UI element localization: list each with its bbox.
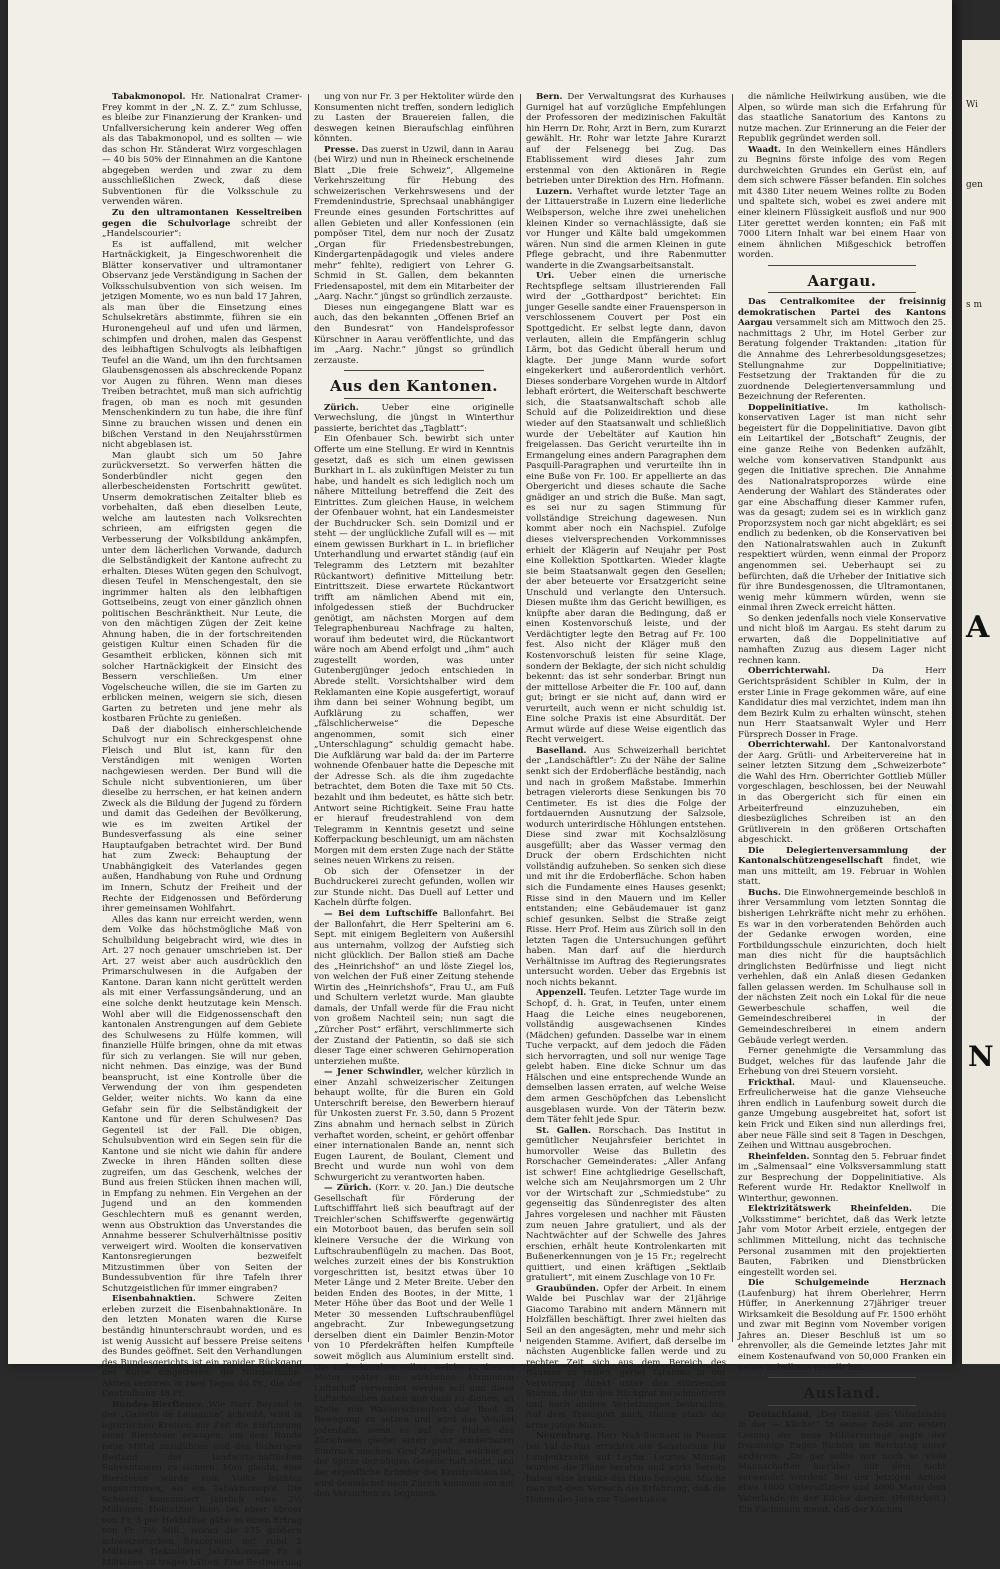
article-paragraph	[102, 451, 302, 725]
article-paragraph	[738, 1078, 946, 1152]
article-paragraph	[526, 1126, 726, 1284]
article-paragraph	[526, 92, 726, 187]
article-lead: — Bei dem Luftschiffe	[324, 909, 438, 920]
article-text: versammelt sich am Mittwoch den 25. nachmittags 2 Uhr, im Hotel Gerber zur Beratung folgender Traktanden: „itation für die Annahme des Lehrerbesoldungsgesetzes; Stellungnahme zur Doppelinitiative; Festsetzung der Traktanden für die zu zuordnende Delegiertenversammlung und Bezeichnung der Referenten.	[738, 318, 946, 403]
article-paragraph	[526, 271, 726, 746]
column-4-mid	[738, 297, 946, 1373]
article-lead: Oberrichterwahl.	[748, 666, 831, 677]
article-lead: — Zürich.	[324, 1183, 372, 1194]
adjacent-page-fragment: gen	[966, 180, 983, 190]
article-lead: Presse.	[324, 144, 359, 155]
article-paragraph	[738, 145, 946, 261]
article-text: findet, wie man uns mitteilt, am 19. Februar in Wohlen statt.	[738, 856, 946, 888]
article-lead: Graubünden.	[536, 1283, 599, 1294]
article-paragraph	[102, 208, 302, 240]
column-2-bottom	[314, 403, 514, 1500]
section-divider	[344, 398, 484, 399]
adjacent-page-fragment: Wi	[966, 100, 978, 110]
article-paragraph	[102, 92, 302, 208]
article-text: In den Weinkellern eines Händlers zu Begnins förste infolge des vom Regen durchweichten Grundes ein Gerüst ein, auf dem sich schwere Fässer befanden. Ein solches mit 4380 Liter neuem Weines rollte zu Boden und spaltete sich, wobei es zwei andere mit einer kleinern Flüssigkeit ausfloß und nur 900 Liter gerettet werden konnten; ein Faß mit 7000 Litern Inhalt war bei einem Haar von einem ähnlichen Mißgeschick betroffen worden.	[738, 144, 946, 261]
article-text: Man glaubt sich um 50 Jahre zurückversetzt. So verwerfen hätten die Sonderbündler nicht gegen den allerbescheidensten Fortschritt gewütet. Unserm demokratischen Zeitalter blieb es vorbehalten, daß eben dieselben Leute, welche am lautesten nach Volksrechten schrieen, am eifrigsten gegen die Verbesserung der Volksbildung ankämpfen, unter dem lächerlichen Vorwande, dadurch die Selbständigkeit der Kantone aufrecht zu erhalten. Dieses Wüten gegen den Schulvogt, diesen Teufel in Menschengestalt, den sie ingrimmer halten als den leibhaftigen Gottseibeins, zeugt von einer gänzlich ohnen politischen Beschränktheit. Nur Leute, die von den mächtigen Zügen der Zeit keine Ahnung haben, die in der fortschreitenden geistigen Kultur einen Schaden für die Gesamtheit erblicken, können sich mit solcher Hartnäckigkeit der Einsicht des Bessern verschließen. Um einer Vogelscheuche willen, die sie im Garten zu erblicken meinen, weigern sie sich, diesen Garten zu betreten und jene mehr als kostbaren Früchte zu genießen.	[102, 450, 302, 725]
article-lead: Deutschland.	[748, 1409, 812, 1420]
article-paragraph	[314, 867, 514, 909]
article-paragraph	[738, 1204, 946, 1278]
article-lead: Uri.	[536, 271, 555, 282]
article-text: Ob sich der Ofensetzer in der Buchdruckerei zurecht gefunden, wollen wir zur Stunde nicht. Das Duell auf Letter und Kacheln dürfte folgen.	[314, 866, 514, 909]
article-text: Maul- und Klauenseuche. Erfreulicherweise hat die ganze Viehseuche ihren endlich in Laufenburg soweit durch die ganze Umgebung ausgebreitet hat, sofort ist kein Frick und Eiken sind nun allerdings frei, aber neue Fälle sind seit 8 Tagen in Deschgen, Zeihen und Wittnau ausgebrochen.	[738, 1077, 946, 1152]
section-divider	[768, 1405, 916, 1406]
article-paragraph	[314, 403, 514, 435]
article-lead: Tabakmonopol.	[112, 92, 186, 102]
article-text: So denken jedenfalls noch viele Konservative und nicht bloß im Aargau. Es steht darum zu erwarten, daß die Doppelinitiative auf namhaften Zuzug aus diesem Lager nicht rechnen kann.	[738, 613, 946, 666]
article-paragraph	[738, 740, 946, 845]
article-text: Daß der diabolisch einherschleichende Schulvogt nur ein Schreckgespenst ohne Fleisch und Blut ist, kann für den Verständigen mit wenigen Worten nachgewiesen werden. Der Bund will die Schule nicht subventionieren, um über dieselbe zu herrschen, er hat keinen andern Zweck als die Bildung der Jugend zu fördern und damit das Gedeihen der Bevölkerung, wie es im zweiten Artikel der Bundesverfassung als eine seiner Hauptaufgaben betrachtet wird. Der Bund hat zum Zweck: Behauptung der Unabhängigkeit des Vaterlandes gegen außen, Handhabung von Ruhe und Ordnung im Innern, Schutz der Freiheit und der Rechte der Eidgenossen und Beförderung ihrer gemeinsamen Wohlfahrt.	[102, 724, 302, 915]
article-paragraph	[314, 303, 514, 366]
article-text: Schwere Zeiten erleben zurzeit die Eisenbahnaktionäre. In den letzten Monaten waren die Kurse beständig hinunterschraubt worden, und es ist wenig Aussicht auf bessere Preise seitens des Bundes geöffnet. Seit den Verhandlungen des Bundesgerichts ist ein rapider Rückgang der Kurse eingetreten; die Nordostbahn-Aktien verloren in zwei Tagen 40 Fr., die der Centralbahn 48 Fr.	[102, 1294, 303, 1400]
article-text: Dieses nun eingegangene Blatt war es auch, das den bekannten „Offenen Brief an den Bundesrat“ von Handelsprofessor Kürschner in Aarau veröffentlichte, und das im „Aarg. Nachr.“ jüngst so gründlich zerzauste.	[314, 302, 514, 366]
article-paragraph	[102, 1400, 302, 1569]
article-lead: Appenzell.	[536, 988, 587, 999]
article-text: (Korr. v. 20. Jan.) Die deutsche Gesellschaft für Förderung der Luftschifffahrt ließ sich beauftragt auf der Treichler'schen Schiffswerfte gegenwärtig ein Motorboot bauen, das berufen sein soll kleinere Versuche der die Wirkung von Luftschraubenflügeln zu machen. Das Boot, welches zurzeit eines der bis Konstruktion vorgeschritten ist, besitzt etwas über 10 Meter Länge und 2 Meter Breite. Ueber den beiden Enden des Bootes, in der Mitte, 1 Meter Höhe über das Boot und der Welle 1 Meter 30 messenden Luftschraubenflügel angebracht. Zur Inbewegungsetzung derselben dient ein Daimler Benzin-Motor von 10 Pferdekräften helfen Kumpfteile soweit möglich aus Aluminium erstellt sind. Die Luftschrauben selbst, welche zu diesem Motor später im wirklichen Aluminium Luftschiff verwendet werden soll und diese Luftschrauben haben nun dazu zu dienen, an Stelle von Wasserschrauben das Boot in Bewegung zu setzen und wird das Vehikel jedenfalls, wenn es auf die Fluten des Zürichsees gleitet einen ganz sonderbaren Eindruck machen. Graf Zeppelin, welcher an der Spitze der obigen Gesellschaft steht, und der eigentliche Erfinder der Konstruktion ist, wird demnächst nach Zürich kommen um mit den Versuchen zu beginnen.	[314, 1183, 515, 1500]
article-paragraph	[738, 846, 946, 888]
adjacent-page-heading: N	[968, 1040, 994, 1073]
article-paragraph	[526, 187, 726, 271]
article-lead: Eisenbahnaktien.	[112, 1294, 196, 1305]
article-paragraph	[526, 746, 726, 989]
article-text: Es ist auffallend, mit welcher Hartnäckigkeit, ja Eingeschworenheit die Blätter konservativer und ultramontaner Observanz jede Verständigung in Sachen der Volksschulsubvention von sich weisen. Im jetzigen Momente, wo es nun bald 17 Jahren, als man über die Einsetzung eines Schulsekretärs abstimmte, führen sie ein Huronengeheul auf und ufen und lärmen, schimpfen und drohen, malen das Gespenst des leibhaftigen Schulvogts als leibhaftigen Teufel an die Wand, um ihn den furchtsamen Glaubensgenossen als abschreckende Popanz vor Augen zu führen. Wenn man dieses Treiben betrachtet, muß man sich aufrichtig fragen, ob man es noch mit gesunden Menschenkindern zu tun habe, die ihre fünf Sinne zu brauchen wissen und denen ein bißchen Verstand in den Neujahrsstürmen nicht abgeblasen ist.	[102, 239, 302, 451]
article-lead: Waadt.	[748, 144, 782, 155]
column-2	[314, 92, 515, 1500]
article-text: Wie Herr Reyond in der „Gazette de Lausanne“ schreibt, wird in agrarischen Kreisen zur Zeit die Einführung einer Biersteuer erwogen, um dem Bunde neue Mittel zuzuführen und den bisherigen Bestand der landwirtschaftlichen Subventionen zu sichern. Man glaubt, eine Biersteuer würde vom Volke leichter angenommen, als ein Tabakmonopol. Die Schweiz konsumiert jährlich etwa 2½ Millionen Hektoliter Bier; bei einer Steuer von Fr. 3 per Hektoliter gäbe es einen Ertrag von Fr. 7½ Mill., woran die 275 größern schweizerischen Brauereien mit rund 2 Millionen Hektolitern Jahreskonsum Fr. 6 Millionen zu tragen hätten. Eine Besteuerung	[102, 1399, 302, 1569]
article-paragraph	[314, 434, 514, 866]
article-text: ung von nur Fr. 3 per Hektoliter würde den Konsumenten nicht treffen, sondern lediglich zu Lasten der Brauereien fallen, die deswegen keinen Bieraufschlag einführen könnten.	[314, 92, 514, 145]
article-text: Das zuerst in Uzwil, dann in Aarau (bei Wirz) und nun in Rheineck erscheinende Blatt „Die freie Schweiz“, Allgemeine Verkehrszeitung für Hebung des schweizerischen Verkehrswesens und der Fremdenindustrie, Sprechsaal unabhängiger Freunde eines gesunden Fortschrittes auf allen Gebieten und aller Konfessionen (ein pompöser Titel, dem nur noch der Zusatz „Organ für Friedensbestrebungen, Kindergartenpädagogik und vieles andere mehr“ fehlte), redigiert von Lehrer G. Schmid in St. Gallen, dem bekannten Friedensapostel, mit dem ein Mitarbeiter der „Aarg. Nachr.“ jüngst so gründlich zerzauste.	[314, 144, 515, 303]
article-text: Ein Ofenbauer Sch. bewirbt sich unter Offerte um eine Stellung. Er wird in Kenntnis gesetzt, daß es sich um einen gewissen Burkhart in L. als zukünftigen Meister zu tun habe, und handelt es sich lediglich noch um nähere Mitteilung betreffend die Zeit des Eintrittes. Zum gleichen Hause, in welchem der Ofenbauer wohnt, hat ein Landesmeister der Buchdrucker Sch. sein Domizil und er steht — der unglückliche Zufall will es — mit einem gewissen Burkhart in L. in brieflicher Unterhandlung und erwartet ständig (auf ein Telegramm des Letztern mit bezahlter Rückantwort) definitive Mitteilung betr. Eintrittszeit. Diese erwartete Rückantwort trifft am nämlichen Abend mit ein, infolgedessen stieß der Buchdrucker genötigt, am nächsten Morgen auf dem Telegraphenbureau Nachfrage zu halten, worauf ihm bedeutet wird, die Rückantwort wäre noch am Abend erfolgt und „ihm“ auch zugestellt worden, was unter Gutenbergjünger jedoch entschieden in Abrede stellt. Vorsichtshalber wird dem Reklamanten eine Kopie ausgefertigt, worauf ihm dann bei seiner Wohnung begibt, um Aufklärung zu schaffen, wer „fälschlicherweise“ die Depesche angenommen, somit sich einer „Unterschlagung“ schuldig gemacht habe. Die Aufklärung war bald da: der im Parterre wohnende Ofenbauer hatte die Depesche mit der Adresse Sch. als die ihm zugedachte betrachtet, dem Boten die Taxe mit 50 Cts. bezahlt und ihm bedeutet, es hätte sich betr. Antwort seine Richtigkeit. Seine Frau hatte er hierauf freudestrahlend von dem Telegramm in Kenntnis gesetzt und seine Kofferpackung beschleunigt, um am nächsten Morgen mit dem ersten Zuge nach der Stätte seines neuen Wirkens zu reisen.	[314, 434, 514, 867]
article-text: Da Herr Gerichtspräsident Schibler in Kulm, der in erster Linie in Frage gekommen wäre, auf eine Kandidatur dies mal verzichtet, indem man ihn dem Bezirk Kulm zu erhalten wünscht, stehen nun Herr Staatsanwalt Wyler und Herr Fürsprech Dosser in Frage.	[738, 666, 947, 740]
column-4	[738, 92, 947, 1515]
article-lead: Bern.	[536, 92, 563, 102]
article-lead: Baselland.	[536, 745, 587, 756]
article-paragraph	[314, 92, 514, 145]
article-paragraph	[102, 915, 302, 1295]
article-lead: Bundes-Bierfteuer.	[112, 1399, 204, 1410]
article-paragraph	[102, 1294, 302, 1399]
article-paragraph	[738, 92, 946, 145]
section-divider	[768, 1377, 916, 1378]
article-text: (Laufenburg) hat ihrem Oberlehrer, Herrn Hüffer, in Anerkennung 27jähriger treuer Wirksamkeit die Besoldung auf Fr. 1500 erhöht und zwar mit Beginn vom November vorigen Jahres an. Dieser Beschluß ist um so ehrenvoller, als die Gemeinde letztes Jahr mit einem Kostenaufwand von 50,000 Franken ein neues Schulhaus erstellt hat.	[738, 1288, 946, 1373]
article-text: Teufen. Letzter Tage wurde im Schopf, d. h. Grat, in Teufen, unter einem Haag die Leiche eines neugeborenen, vollständig ausgewachsenen Kindes (Mädchen) gefunden. Dasselbe war in einem Tuche verpackt, auf dem jedoch die Fäden sich hervorragten, und soll nur wenige Tage gelebt haben. Eine dicke Schnur um das Hälschen und eine entsprechende Wunde an demselben lassen erraten, auf welche Weise dem armen Geschöpfchen das Lebenslicht ausgeblasen wurde. Von der Täterin bezw. dem Täter fehlt jede Spur.	[526, 988, 727, 1126]
article-text: Aus Schweizerhall berichtet der „Landschäftler“: Zu der Nähe der Saline senkt sich der Erdoberfläche beständig, nach und nach in großem Maßstabe. Immerhin betragen vielerorts diese Senkungen bis 70 Centimeter. Es ist dies die Folge der fortdauernden Ausnutzung der Salzsole, wodurch unterirdische Höhlungen entstehen. Diese sind zwar mit Kochsalzlösung ausgefüllt; aber das Wasser vermag den Druck der obern Erdschichten nicht vollständig aufzuheben. So senken sich diese und mit ihr die Erdoberfläche. Schon haben sich die Fundamente eines Hauses gesenkt; Risse sind in den Mauern und im Keller entstanden; eine Gebäudemauer ist ganz schief gesunken. Selbst die Straße zeigt Risse. Herr Prof. Heim aus Zürich soll in den letzten Tagen die Untersuchungen geführt haben. Man darf auf die hierdurch Verhältnisse im Auftrag des Regierungsrates untersucht worden. Ueber das Ergebnis ist noch nichts bekannt.	[526, 745, 727, 988]
article-paragraph	[738, 1410, 946, 1515]
article-paragraph	[526, 1431, 726, 1505]
article-text: Ueber einen die urnerische Rechtspflege seltsam illustrierenden Fall wird der „Gotthardpost“ berichtet: Ein junger Geselle sandte einer Frauensperson in verschlossenem Couvert per Post ein Spottgedicht. Er selbst legte dann, davon verlauten, allein die Empfängerin schlug Lärm, bot das Gedicht überall herum und klagte. Der junge Mann wurde sofort eingekerkert und außerordentlich verhört. Dieses sonderbare Vorgehen wurde in Altdorf lebhaft erörtert, die Weiterschaft beschwerte sich, die Staatsanwaltschaft schob alle Schuld auf die Polizeidirektion und diese wieder auf den Staatsanwalt und schließlich wurde der Uebeltäter auf Kaution hin freigelassen. Das Gericht verurteilte ihn in Ermangelung eines andern Paragraphen dem Pasquill-Paragraphen und verurteilte ihn in eine Buße von Fr. 100. Er appellierte an das Obergericht und dieses schaute die Sache gnädiger an und strich die Buße. Man sagt, es sei nur zu sagen Stimmung für vollständige Streichung dagewesen. Nun kommt aber noch ein Nachspiel. Zufolge dieses vielversprechenden Vorkommnisses erhielt der Klägerin auf Neujahr per Post eine Kollektion Spottkarten. Wieder klagte sie beim Staatsanwalt gegen den Gesellen; der aber beteuerte vor Ersatzgericht seine Unschuld und verlangte den Untersuch. Diesen mußte ihm das Gericht bewilligen, es knüpfte aber daran die Bedingung, daß er einen Kostenvorschuß leiste, und der Verdächtigter legte den Betrag auf Fr. 100 fest. Also nicht der Kläger muß den Kostenvorschuß leisten für seine Klage, sondern der Beklagte, der sich nicht schuldig bekennt: das ist sehr sonderbar. Bringt nun der mittellose Arbeiter die Fr. 100 auf, dann gut; bringt er sie nicht auf, dann wird er verurteilt, auch wenn er nicht schuldig ist. Eine solche Praxis ist eine Absurdität. Der Armut würde auf diese Weise eigentlich das Recht verweigert.	[526, 271, 726, 746]
article-text: Der Verwaltungsrat des Kurhauses Gurnigel hat auf vorzügliche Empfehlungen der Professoren der medizinischen Fakultät hin Herrn Dr. Rohr, Arzt in Bern, zum Kurarzt gewählt. Hr. Rohr war letzte Jahre Kurarzt auf der Felsenegg bei Zug. Das Etablissement wird dieses Jahr zum erstenmal von den Aktionären in Regie betrieben unter Direktion des Hrn. Hofmann.	[526, 92, 726, 187]
article-text: Der Kantonalvorstand der Aarg. Grütli- und Arbeitervereine hat in seiner letzten Sitzung dem „Schweizerbote“ die Wahl des Hrn. Oberrichter Gottlieb Müller vorgeschlagen, beschlossen, bei der Neuwahl in das Obergericht sich für einen ein Arbeiterfreund einzuzuheben, ein diesbezügliches Schreiben ist an den Grütliverein in den größeren Ortschaften abgeschickt.	[738, 740, 946, 846]
article-paragraph	[738, 614, 946, 667]
article-lead: Frickthal.	[748, 1077, 795, 1088]
column-1	[102, 92, 303, 1569]
article-paragraph	[314, 145, 514, 303]
article-lead: Oberrichterwahl.	[748, 740, 831, 751]
article-paragraph	[738, 1046, 946, 1078]
article-lead: Das Centralkomitee der freisinnig demokratischen Partei des Kantons Aargau	[738, 297, 946, 329]
article-paragraph	[738, 666, 946, 740]
section-divider	[344, 370, 484, 371]
article-paragraph	[738, 888, 946, 1046]
article-paragraph	[314, 1067, 514, 1183]
article-text: Hr. Nationalrat Cramer-Frey kommt in der „N. Z. Z.“ zum Schlusse, es bleibe zur Finanzierung der Kranken- und Unfallversicherung kein anderer Weg offen als das Tabakmonopol, und es sollten — wie das schon Hr. Ständerat Wirz vorgeschlagen — 40 bis 50% der Einnahmen an die Kantone abgegeben werden und zwar zu dem ausschließlichen Zweck, daß diese Subventionen für die Volksschule zu verwenden wären.	[102, 92, 302, 208]
section-divider	[768, 292, 916, 293]
column-rule	[308, 94, 309, 1342]
article-lead: Doppelinitiative.	[748, 402, 829, 413]
article-text: Herr Nuß-Suchard in Peseux bei Val-de-Ruz errichtet ein Sanatorium für Lungenkranke auf Leyfin. Letztes Montag wurden die Pläne beraten und wirkt bereits haben eine kranke das Haus bezogen. Mache man mit dem Versuch die Erfahrung, daß die Höhen des Jura zur Tuberkulose	[526, 1431, 726, 1505]
heading-ausland: Ausland.	[803, 1384, 881, 1403]
article-text: Ueber eine originelle Verwechslung, die jüngst in Winterthur passierte, berichtet das „Tagblatt“:	[314, 402, 514, 434]
article-text: Ballonfahrt. Bei der Ballonfahrt, die Herr Spelterini am 6. Sept. mit einigem Begleitern von Außersihl aus unternahm, vollzog der Aufstieg sich nicht glücklich. Der Ballon stieß am Dache des „Heinrichshof“ an und löste Ziegel los, von welchen der Fuß einer Zeitung stehende Wirtin des „Heinrichshofs“, Frau U., am Fuß und Schultern verletzt wurde. Man glaubte damals, der Unfall werde für die Frau nicht von großem Nachteil sein; nun sagt die „Zürcher Post“ erfährt, verschlimmerte sich der Zustand der Patientin, so daß sie sich dieser Tage einer schweren Gehirnoperation unterziehen mußte.	[314, 909, 514, 1067]
article-lead: Die Schulgemeinde Herznach	[748, 1278, 946, 1289]
article-lead: Zürich.	[324, 402, 359, 413]
article-paragraph	[526, 1284, 726, 1432]
article-paragraph	[102, 240, 302, 451]
article-paragraph	[738, 297, 946, 402]
article-paragraph	[526, 988, 726, 1125]
article-text: Verhaftet wurde letzter Tage an der Littauerstraße in Luzern eine liederliche Weibsperson, welche ihre zwei unehelichen kleinen Kinder so vernachlässigte, daß sie vor Hunger und Kälte bald umgekommen wären. Nun sind die armen Kleinen in gute Pflege gebracht, und ihre Rabenmutter wanderte in die Zwangsarbeitsanstalt.	[526, 186, 726, 271]
column-3	[526, 92, 727, 1505]
heading-aargau: Aargau.	[807, 271, 877, 290]
article-lead: Zu den ultramontanen Kesseltreiben gegen die Schulvorlage	[102, 208, 302, 229]
article-lead: Elektrizitätswerk Rheinfelden.	[748, 1204, 912, 1215]
column-rule	[520, 94, 521, 1342]
article-text: welcher kürzlich in einer Anzahl schweizerischer Zeitungen behaupt wollte, für die Buren ein Gold Unterschrift bereise, den Bewerbern hierauf für Unkosten zuerst Fr. 3.50, dann 5 Prozent Zins abnahm und hernach selbst in Zürich verhaftet worden, scheint, er gehört offenbar einer internationalen Bande an, nennt sich Eugen Laurent, de Boulant, Clement und Brecht und wurde nun wohl von dem Schwurgericht zu verantworten haben.	[314, 1067, 515, 1183]
heading-aus-den-kantonen: Aus den Kantonen.	[329, 377, 499, 396]
article-text: Rorschach. Das Institut in gemütlicher Neujahrsfeier berichtet in humorvoller Weise das Bulletin des Rorschacher Gemeinderates: „Aller Anfang ist schwer! Eine achtgliedrige Gesellschaft, welche sich am Neujahrsmorgen um 2 Uhr vor der Wirtschaft zur „Schmiedstube“ zu gegenseitig das Sündenregister des alten Jahres vorgelesen und nachher mit Fäusten zum neuen Jahre gratuliert, und als der Nachtwächter auf der Schwelle des Jahres erschien, erhält heute Kontrolenkarten mit Bußenerkennungen von je 15 Fr.; regelrecht quittiert, und einen kräftigen „Sektlaib gratuliert“, mit einem Zuschlage von 10 Fr.	[526, 1125, 726, 1284]
article-lead: Luzern.	[536, 186, 573, 197]
article-lead: Rheinfelden.	[748, 1151, 810, 1162]
column-rule	[732, 94, 733, 1342]
article-text: „Der Dienst des Vaterlandes in der — Küche!“ In seiner Rede zur ersten Lesung der neue Militärvorlage sagte der freisinnige Eugen Richter im Reichstag unter anderem: „Du gar sollte nur noch so viele Mannschaften hierüber mir dem nicht verwendet werden! Bei der jetzigen Armee etwa 1000 Unteroffiziere und 4000 Mann dem Vaterlande in der Küche dienen. (Heiterkeit.) Ein Fachmann meint, daß der Küchen	[738, 1409, 947, 1515]
article-text: Ferner genehmigte die Versammlung das Budget, welches für das laufende Jahr die Erhebung von drei Steuern vorsieht.	[738, 1046, 946, 1078]
newspaper-page	[8, 0, 952, 1569]
article-lead: — Jener Schwindler,	[324, 1067, 424, 1078]
article-lead: Buchs.	[748, 887, 781, 898]
column-2-top	[314, 92, 514, 366]
article-paragraph	[738, 1278, 946, 1373]
article-paragraph	[738, 1152, 946, 1205]
article-paragraph	[314, 909, 514, 1067]
column-4-top	[738, 92, 946, 261]
article-text: Sonntag den 5. Februar findet im „Salmensaal“ eine Volksversammlung statt zur Besprechung der Doppelinitiative. Als Referent wurde Hr. Redaktor Knellwolf in Winterthur, gewonnen.	[738, 1151, 947, 1204]
article-lead: Die Delegiertenversammlung der Kantonalschützengesellschaft	[738, 845, 946, 867]
article-text: Die Einwohnergemeinde beschloß in ihrer Versammlung vom letzten Sonntag die bisherigen Lehrkräfte nicht mehr zu erhöhen. Es war in den vorberatenden Behörden auch der Gedanke erwogen worden, eine Fortbildungsschule einzurichten, doch hielt man dies nicht für die hauptsächlich dringlichsten Bedürfnisse und liegt nicht verhehlen, daß ein Anlaß diesen Gedanken fallen gelassen werden. Im Schulhause soll in der nächsten Zeit noch ein Lokal für die neue Gewerbeschule schaffen, weil die Gemeindeschreiberei in der Gemeindeschreiberei in einem andern Gebäude verlegt werden.	[738, 887, 946, 1046]
article-paragraph	[314, 1183, 514, 1499]
article-lead: Neuenburg.	[536, 1431, 594, 1442]
article-text: Alles das kann nur erreicht werden, wenn dem Volke das höchstmögliche Maß von Schulbildung beigebracht wird, wie dies in Art. 27 noch genauer umschrieben ist. Der Art. 27 weist aber auch ausdrücklich den Primarschulwesen in die Aufgaben der Kantone. Daran kann nicht gerüttelt werden als mit einer Verfassungsänderung, und an eine solche denkt heutzutage kein Mensch. Wohl aber will die Eidgenossenschaft den kantonalen Anstrengungen auf dem Gebiete des Schulwesens zu Hülfe kommen, will finanzielle Hülfe bringen, ohne da mit etwas für sich zu verlangen. Sie will nur geben, nicht nehmen. Das einzige, was der Bund beansprucht, ist eine Kontrolle über die Verwendung der von ihm gespendeten Gelder, weiter nichts. Wo kann da eine Gefahr sein für die Selbständigkeit der Kantone und für deren Schulwesen? Das Gegenteil ist der Fall. Die obigen, Schulsubvention wird ein Segen sein für die Kantone und sie nicht wie dahin für andere Zwecke in ihren Händen sollten diese zugreifen, um das Geschenk, welches der Bund aus freien Stücken ihnen machen will, in Empfang zu nehmen. Ein Vergehen an der Jugend und an den kommenden Geschlechtern muß es genannt werden, wenn aus Obstruktion das Unverstandes die Annahme besserer Schulverhältnisse positiv verweigert wird. Woolten die konservativen Kantonsregierungen bezweifelt Mitzustimmen über von Seiten der Bundessubvention für ihre Tafeln ihrer Schutzgeistlichen für immer eingraben?	[102, 914, 302, 1294]
article-text: Opfer der Arbeit. In einem Walde bei Puschlav war der 21jährige Giacomo Tarabino mit andern Männern mit Holzfällen beschäftigt. Ihrer zwei hielten das Seil an den angesägten, mehr und mehr sich neigenden Stamme. Avifiert, daß derselbe im nächsten Augenblicke fallen werde und zu rechter Zeit sich aus dem Bereich des Baumes zu retten, geriet Tarabino in der Verwirrung direkt unter den stürzenden Stamm, der ihn den Rückgrat zerschmetterte und noch andere Verletzungen beibrachte. Auf dem Transport nach Hause starb der arme junge Mann.	[526, 1283, 726, 1431]
article-text: Im katholisch-konservativen Lager ist man nicht sehr begeistert für die Doppelinitiative. Davon gibt ein Leitartikel der „Botschaft“ Zeugnis, der eine ganze Reihe von Bedenken aufzählt, welche vom konservativen Standpunkt aus gegen die Initiative sprechen. Die Annahme des Nationalratsproporzes würde eine Aenderung der Wahlart des Ständerates oder gar eine Abschaffung dieser Kammer rufen, was da gesagt; zudem sei es in wirklich ganz Proporzsystem noch gar nicht abgeklärt; es sei endlich zu bedenken, ob die Konservativen bei den Nationalratswahlen auch in Zukunft respektiert würden, wenn einmal der Proporz angenommen sei. Ueberhaupt sei zu befürchten, daß die Urheber der Initiative sich für ihre Bundesgenossen, die Ultramontanen, wenig mehr kümmern würden, wenn sie einmal ihren Zweck erreicht hätten.	[738, 402, 946, 614]
adjacent-page-edge	[962, 40, 1000, 1364]
article-text: die nämliche Heilwirkung ausüben, wie die Alpen, so würde man sich die Erfahrung für das staatliche Sanatorium des Kantons zu nutze machen. Zur Erinnerung an die Feier der Republik gegründet werden soll.	[738, 92, 946, 145]
adjacent-page-heading: A	[966, 610, 990, 645]
article-text: Die „Volksstimme“ berichtet, daß das Werk letzte Jahr vom Motor Arbeit erziele, entgegen der schlimmen Mitteilung, nicht das technische Personal zusammen mit den projektierten Bauten, Fabriken und Dienstbrücken eingestellt worden sei.	[738, 1204, 946, 1278]
section-divider	[768, 265, 916, 266]
article-text: schreibt der „Handelscourier“:	[102, 218, 302, 240]
column-4-bottom	[738, 1410, 946, 1515]
article-paragraph	[738, 403, 946, 614]
article-paragraph	[102, 725, 302, 915]
adjacent-page-fragment: s m	[966, 300, 983, 310]
page-content-area	[100, 92, 948, 1569]
article-lead: St. Gallen.	[536, 1125, 591, 1136]
